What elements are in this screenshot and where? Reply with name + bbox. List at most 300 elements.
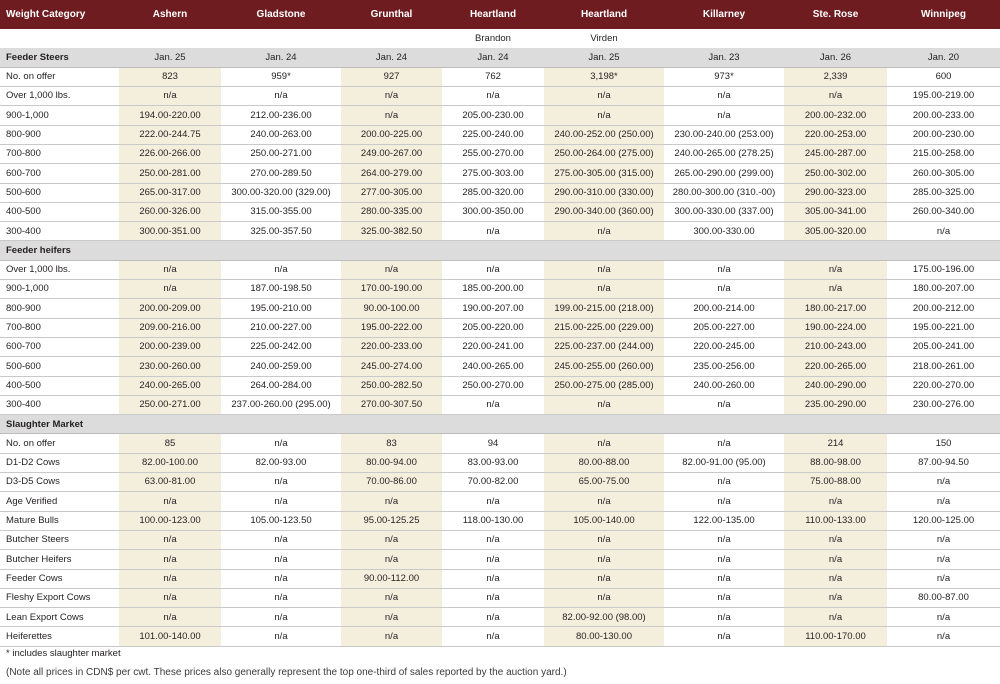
- price-cell: 973*: [664, 67, 784, 86]
- price-cell: n/a: [442, 569, 544, 588]
- table-row: [0, 337, 1000, 356]
- price-cell: n/a: [221, 492, 341, 511]
- price-cell: 200.00-232.00: [784, 106, 887, 125]
- table-row: [0, 318, 1000, 337]
- price-cell: 230.00-240.00 (253.00): [664, 125, 784, 144]
- price-cell: n/a: [784, 530, 887, 549]
- price-cell: n/a: [664, 588, 784, 607]
- price-cell: n/a: [442, 550, 544, 569]
- price-cell: 205.00-227.00: [664, 318, 784, 337]
- price-cell: 264.00-284.00: [221, 376, 341, 395]
- price-cell: n/a: [544, 280, 664, 299]
- price-cell: 80.00-88.00: [544, 453, 664, 472]
- price-cell: 300.00-330.00 (337.00): [664, 202, 784, 221]
- price-cell: n/a: [664, 530, 784, 549]
- price-cell: n/a: [221, 608, 341, 627]
- row-label: 600-700: [0, 164, 119, 183]
- price-cell: n/a: [221, 569, 341, 588]
- price-cell: n/a: [544, 87, 664, 106]
- price-cell: 63.00-81.00: [119, 473, 221, 492]
- row-label: D1-D2 Cows: [0, 453, 119, 472]
- table-row: [0, 87, 1000, 106]
- section-header-row: [0, 415, 1000, 434]
- price-cell: 200.00-209.00: [119, 299, 221, 318]
- price-cell: n/a: [544, 530, 664, 549]
- table-row: [0, 453, 1000, 472]
- price-cell: n/a: [544, 569, 664, 588]
- price-cell: 220.00-241.00: [442, 337, 544, 356]
- price-cell: 80.00-130.00: [544, 627, 664, 646]
- price-cell: 82.00-92.00 (98.00): [544, 608, 664, 627]
- price-cell: 305.00-341.00: [784, 202, 887, 221]
- price-cell: n/a: [664, 280, 784, 299]
- location-cell: [887, 29, 1000, 48]
- price-cell: 2,339: [784, 67, 887, 86]
- footnote: * includes slaughter market: [6, 648, 121, 659]
- price-cell: n/a: [664, 106, 784, 125]
- header-market: Killarney: [664, 0, 784, 29]
- row-label: 600-700: [0, 337, 119, 356]
- row-label: Butcher Steers: [0, 530, 119, 549]
- price-cell: n/a: [119, 280, 221, 299]
- header-market: Grunthal: [341, 0, 442, 29]
- row-label: 900-1,000: [0, 280, 119, 299]
- price-cell: n/a: [784, 588, 887, 607]
- header-market: Ste. Rose: [784, 0, 887, 29]
- price-cell: 95.00-125.25: [341, 511, 442, 530]
- price-cell: n/a: [887, 627, 1000, 646]
- price-cell: 200.00-233.00: [887, 106, 1000, 125]
- price-cell: n/a: [341, 530, 442, 549]
- price-cell: 235.00-290.00: [784, 395, 887, 414]
- price-cell: 199.00-215.00 (218.00): [544, 299, 664, 318]
- price-cell: n/a: [664, 395, 784, 414]
- table-body: [0, 48, 1000, 646]
- price-cell: n/a: [442, 608, 544, 627]
- row-label: 400-500: [0, 376, 119, 395]
- price-cell: 240.00-265.00 (278.25): [664, 144, 784, 163]
- table-row: [0, 376, 1000, 395]
- price-cell: 150: [887, 434, 1000, 453]
- price-cell: 180.00-207.00: [887, 280, 1000, 299]
- location-cell: [341, 29, 442, 48]
- price-cell: 235.00-256.00: [664, 357, 784, 376]
- price-cell: n/a: [887, 492, 1000, 511]
- price-cell: 200.00-212.00: [887, 299, 1000, 318]
- price-cell: n/a: [119, 260, 221, 279]
- price-cell: n/a: [784, 260, 887, 279]
- section-date-cell: Jan. 25: [119, 48, 221, 67]
- row-label: 500-600: [0, 183, 119, 202]
- table-row: [0, 202, 1000, 221]
- price-cell: 214: [784, 434, 887, 453]
- price-cell: 209.00-216.00: [119, 318, 221, 337]
- price-cell: 170.00-190.00: [341, 280, 442, 299]
- price-cell: n/a: [119, 608, 221, 627]
- price-cell: 300.00-350.00: [442, 202, 544, 221]
- price-cell: n/a: [221, 588, 341, 607]
- section-date-cell: Jan. 20: [887, 48, 1000, 67]
- price-cell: 118.00-130.00: [442, 511, 544, 530]
- price-cell: n/a: [341, 550, 442, 569]
- table-row: [0, 511, 1000, 530]
- price-cell: 600: [887, 67, 1000, 86]
- price-cell: 200.00-225.00: [341, 125, 442, 144]
- section-date-cell: Jan. 25: [544, 48, 664, 67]
- price-cell: n/a: [442, 87, 544, 106]
- price-cell: n/a: [341, 627, 442, 646]
- row-label: 400-500: [0, 202, 119, 221]
- location-cell: [119, 29, 221, 48]
- price-cell: 220.00-270.00: [887, 376, 1000, 395]
- table-row: [0, 222, 1000, 241]
- price-cell: 205.00-230.00: [442, 106, 544, 125]
- price-cell: n/a: [664, 569, 784, 588]
- price-cell: n/a: [442, 492, 544, 511]
- table-row: [0, 280, 1000, 299]
- price-cell: 105.00-140.00: [544, 511, 664, 530]
- price-cell: n/a: [544, 106, 664, 125]
- row-label: 300-400: [0, 395, 119, 414]
- price-cell: 250.00-270.00: [442, 376, 544, 395]
- price-cell: n/a: [221, 434, 341, 453]
- price-cell: n/a: [221, 87, 341, 106]
- table-row: [0, 183, 1000, 202]
- section-header-row: [0, 48, 1000, 67]
- price-cell: 265.00-290.00 (299.00): [664, 164, 784, 183]
- price-cell: 80.00-87.00: [887, 588, 1000, 607]
- price-cell: n/a: [341, 588, 442, 607]
- price-cell: 82.00-93.00: [221, 453, 341, 472]
- price-cell: 90.00-100.00: [341, 299, 442, 318]
- price-cell: n/a: [442, 627, 544, 646]
- price-cell: 90.00-112.00: [341, 569, 442, 588]
- price-cell: 240.00-260.00: [664, 376, 784, 395]
- price-cell: 249.00-267.00: [341, 144, 442, 163]
- section-date-cell: Jan. 24: [341, 48, 442, 67]
- section-title: Feeder heifers: [0, 241, 1000, 260]
- header-weight-category: Weight Category: [0, 0, 119, 29]
- price-cell: n/a: [784, 608, 887, 627]
- price-cell: 75.00-88.00: [784, 473, 887, 492]
- price-cell: 87.00-94.50: [887, 453, 1000, 472]
- table-row: [0, 144, 1000, 163]
- table-row: [0, 434, 1000, 453]
- table-row: [0, 530, 1000, 549]
- price-cell: 325.00-357.50: [221, 222, 341, 241]
- price-cell: 105.00-123.50: [221, 511, 341, 530]
- price-cell: 237.00-260.00 (295.00): [221, 395, 341, 414]
- price-cell: 200.00-239.00: [119, 337, 221, 356]
- header-market: Winnipeg: [887, 0, 1000, 29]
- row-label: D3-D5 Cows: [0, 473, 119, 492]
- price-cell: 260.00-305.00: [887, 164, 1000, 183]
- price-cell: 245.00-287.00: [784, 144, 887, 163]
- table-row: [0, 550, 1000, 569]
- price-cell: 215.00-258.00: [887, 144, 1000, 163]
- price-cell: 315.00-355.00: [221, 202, 341, 221]
- section-date-cell: Jan. 24: [221, 48, 341, 67]
- header-market: Gladstone: [221, 0, 341, 29]
- price-cell: n/a: [341, 106, 442, 125]
- price-cell: 250.00-271.00: [221, 144, 341, 163]
- price-cell: 210.00-227.00: [221, 318, 341, 337]
- price-cell: n/a: [664, 434, 784, 453]
- price-cell: 240.00-265.00: [442, 357, 544, 376]
- price-cell: 264.00-279.00: [341, 164, 442, 183]
- price-cell: n/a: [664, 550, 784, 569]
- price-cell: 225.00-240.00: [442, 125, 544, 144]
- price-cell: n/a: [887, 530, 1000, 549]
- price-cell: n/a: [341, 87, 442, 106]
- price-cell: n/a: [544, 260, 664, 279]
- price-cell: n/a: [442, 222, 544, 241]
- price-cell: 240.00-252.00 (250.00): [544, 125, 664, 144]
- price-cell: n/a: [442, 395, 544, 414]
- price-cell: n/a: [664, 260, 784, 279]
- price-cell: 215.00-225.00 (229.00): [544, 318, 664, 337]
- price-cell: n/a: [887, 608, 1000, 627]
- price-cell: 823: [119, 67, 221, 86]
- table-row: [0, 627, 1000, 646]
- price-cell: 927: [341, 67, 442, 86]
- section-date-cell: Jan. 24: [442, 48, 544, 67]
- section-title: Feeder Steers: [0, 48, 119, 67]
- price-cell: n/a: [544, 550, 664, 569]
- price-cell: n/a: [544, 434, 664, 453]
- price-cell: 80.00-94.00: [341, 453, 442, 472]
- table-row: [0, 569, 1000, 588]
- price-cell: 762: [442, 67, 544, 86]
- price-cell: 240.00-290.00: [784, 376, 887, 395]
- table-row: [0, 588, 1000, 607]
- price-cell: 70.00-86.00: [341, 473, 442, 492]
- price-cell: 250.00-271.00: [119, 395, 221, 414]
- row-label: 300-400: [0, 222, 119, 241]
- price-cell: 959*: [221, 67, 341, 86]
- price-cell: 250.00-275.00 (285.00): [544, 376, 664, 395]
- price-cell: 218.00-261.00: [887, 357, 1000, 376]
- price-cell: n/a: [784, 280, 887, 299]
- price-cell: 250.00-281.00: [119, 164, 221, 183]
- price-cell: n/a: [664, 627, 784, 646]
- location-cell: [664, 29, 784, 48]
- table-row: [0, 357, 1000, 376]
- price-cell: 240.00-265.00: [119, 376, 221, 395]
- row-label: 700-800: [0, 318, 119, 337]
- price-cell: 222.00-244.75: [119, 125, 221, 144]
- price-cell: n/a: [544, 588, 664, 607]
- price-cell: 120.00-125.00: [887, 511, 1000, 530]
- price-cell: 250.00-302.00: [784, 164, 887, 183]
- price-cell: 210.00-243.00: [784, 337, 887, 356]
- table-row: [0, 260, 1000, 279]
- price-cell: n/a: [221, 550, 341, 569]
- table-row: [0, 608, 1000, 627]
- price-cell: 245.00-274.00: [341, 357, 442, 376]
- price-cell: n/a: [442, 588, 544, 607]
- price-cell: 85: [119, 434, 221, 453]
- price-cell: 70.00-82.00: [442, 473, 544, 492]
- price-cell: 83.00-93.00: [442, 453, 544, 472]
- price-cell: 200.00-214.00: [664, 299, 784, 318]
- price-cell: 275.00-303.00: [442, 164, 544, 183]
- price-cell: 230.00-276.00: [887, 395, 1000, 414]
- price-cell: 190.00-224.00: [784, 318, 887, 337]
- location-row: [0, 29, 1000, 48]
- price-cell: n/a: [442, 260, 544, 279]
- row-label: Butcher Heifers: [0, 550, 119, 569]
- price-cell: 100.00-123.00: [119, 511, 221, 530]
- price-cell: 225.00-242.00: [221, 337, 341, 356]
- row-label: Over 1,000 lbs.: [0, 87, 119, 106]
- price-cell: 300.00-320.00 (329.00): [221, 183, 341, 202]
- price-cell: n/a: [664, 87, 784, 106]
- price-cell: n/a: [664, 608, 784, 627]
- table-row: [0, 299, 1000, 318]
- price-cell: n/a: [341, 608, 442, 627]
- price-cell: 195.00-219.00: [887, 87, 1000, 106]
- row-label: 700-800: [0, 144, 119, 163]
- price-note: (Note all prices in CDN$ per cwt. These prices also generally represent the top one-third of sales reported by the auction yard.): [6, 667, 567, 678]
- price-cell: n/a: [887, 473, 1000, 492]
- price-cell: 195.00-222.00: [341, 318, 442, 337]
- price-cell: 88.00-98.00: [784, 453, 887, 472]
- price-cell: 83: [341, 434, 442, 453]
- location-cell: [784, 29, 887, 48]
- price-cell: 82.00-91.00 (95.00): [664, 453, 784, 472]
- header-market: Heartland: [442, 0, 544, 29]
- price-cell: 240.00-259.00: [221, 357, 341, 376]
- header-market: Heartland: [544, 0, 664, 29]
- section-date-cell: Jan. 23: [664, 48, 784, 67]
- price-cell: 290.00-340.00 (360.00): [544, 202, 664, 221]
- price-cell: n/a: [221, 260, 341, 279]
- row-label: 500-600: [0, 357, 119, 376]
- price-cell: 220.00-245.00: [664, 337, 784, 356]
- price-cell: 325.00-382.50: [341, 222, 442, 241]
- price-cell: n/a: [544, 492, 664, 511]
- header-row: [0, 0, 1000, 29]
- row-label: 800-900: [0, 299, 119, 318]
- price-cell: 194.00-220.00: [119, 106, 221, 125]
- location-cell: [0, 29, 119, 48]
- location-cell: Brandon: [442, 29, 544, 48]
- price-cell: n/a: [442, 530, 544, 549]
- price-cell: n/a: [119, 87, 221, 106]
- price-cell: 285.00-320.00: [442, 183, 544, 202]
- row-label: Heiferettes: [0, 627, 119, 646]
- price-cell: n/a: [544, 395, 664, 414]
- table-row: [0, 492, 1000, 511]
- price-cell: 255.00-270.00: [442, 144, 544, 163]
- row-label: No. on offer: [0, 67, 119, 86]
- price-cell: 110.00-133.00: [784, 511, 887, 530]
- price-cell: 180.00-217.00: [784, 299, 887, 318]
- price-cell: 94: [442, 434, 544, 453]
- table-row: [0, 125, 1000, 144]
- price-cell: n/a: [119, 492, 221, 511]
- price-cell: 101.00-140.00: [119, 627, 221, 646]
- price-cell: 275.00-305.00 (315.00): [544, 164, 664, 183]
- price-cell: 285.00-325.00: [887, 183, 1000, 202]
- table-row: [0, 67, 1000, 86]
- price-cell: 185.00-200.00: [442, 280, 544, 299]
- row-label: Feeder Cows: [0, 569, 119, 588]
- price-cell: n/a: [784, 550, 887, 569]
- price-cell: n/a: [784, 569, 887, 588]
- price-cell: 305.00-320.00: [784, 222, 887, 241]
- price-cell: 277.00-305.00: [341, 183, 442, 202]
- price-cell: n/a: [119, 530, 221, 549]
- location-cell: [221, 29, 341, 48]
- price-cell: 205.00-241.00: [887, 337, 1000, 356]
- table-row: [0, 473, 1000, 492]
- row-label: No. on offer: [0, 434, 119, 453]
- price-cell: 220.00-253.00: [784, 125, 887, 144]
- location-cell: Virden: [544, 29, 664, 48]
- price-cell: 270.00-307.50: [341, 395, 442, 414]
- price-cell: n/a: [119, 550, 221, 569]
- row-label: Lean Export Cows: [0, 608, 119, 627]
- table-row: [0, 395, 1000, 414]
- price-cell: n/a: [341, 492, 442, 511]
- price-cell: n/a: [887, 569, 1000, 588]
- price-cell: 200.00-230.00: [887, 125, 1000, 144]
- price-cell: 205.00-220.00: [442, 318, 544, 337]
- price-cell: 280.00-300.00 (310.-00): [664, 183, 784, 202]
- section-title: Slaughter Market: [0, 415, 1000, 434]
- price-cell: 175.00-196.00: [887, 260, 1000, 279]
- price-cell: 265.00-317.00: [119, 183, 221, 202]
- header-market: Ashern: [119, 0, 221, 29]
- price-cell: n/a: [887, 222, 1000, 241]
- price-cell: n/a: [221, 627, 341, 646]
- price-cell: 250.00-282.50: [341, 376, 442, 395]
- price-cell: 220.00-265.00: [784, 357, 887, 376]
- price-cell: 260.00-340.00: [887, 202, 1000, 221]
- row-label: 800-900: [0, 125, 119, 144]
- row-label: 900-1,000: [0, 106, 119, 125]
- table-row: [0, 164, 1000, 183]
- price-cell: 110.00-170.00: [784, 627, 887, 646]
- price-cell: 195.00-210.00: [221, 299, 341, 318]
- price-cell: 245.00-255.00 (260.00): [544, 357, 664, 376]
- price-cell: n/a: [664, 492, 784, 511]
- row-label: Fleshy Export Cows: [0, 588, 119, 607]
- price-cell: 3,198*: [544, 67, 664, 86]
- price-cell: 212.00-236.00: [221, 106, 341, 125]
- price-cell: 300.00-330.00: [664, 222, 784, 241]
- price-cell: n/a: [221, 530, 341, 549]
- section-date-cell: Jan. 26: [784, 48, 887, 67]
- section-header-row: [0, 241, 1000, 260]
- price-cell: 225.00-237.00 (244.00): [544, 337, 664, 356]
- price-cell: 82.00-100.00: [119, 453, 221, 472]
- row-label: Age Verified: [0, 492, 119, 511]
- price-cell: 230.00-260.00: [119, 357, 221, 376]
- price-cell: 280.00-335.00: [341, 202, 442, 221]
- price-cell: n/a: [784, 492, 887, 511]
- price-cell: 290.00-323.00: [784, 183, 887, 202]
- price-cell: n/a: [341, 260, 442, 279]
- price-cell: n/a: [544, 222, 664, 241]
- price-cell: n/a: [887, 550, 1000, 569]
- price-cell: n/a: [664, 473, 784, 492]
- price-cell: 122.00-135.00: [664, 511, 784, 530]
- price-cell: n/a: [784, 87, 887, 106]
- price-cell: 226.00-266.00: [119, 144, 221, 163]
